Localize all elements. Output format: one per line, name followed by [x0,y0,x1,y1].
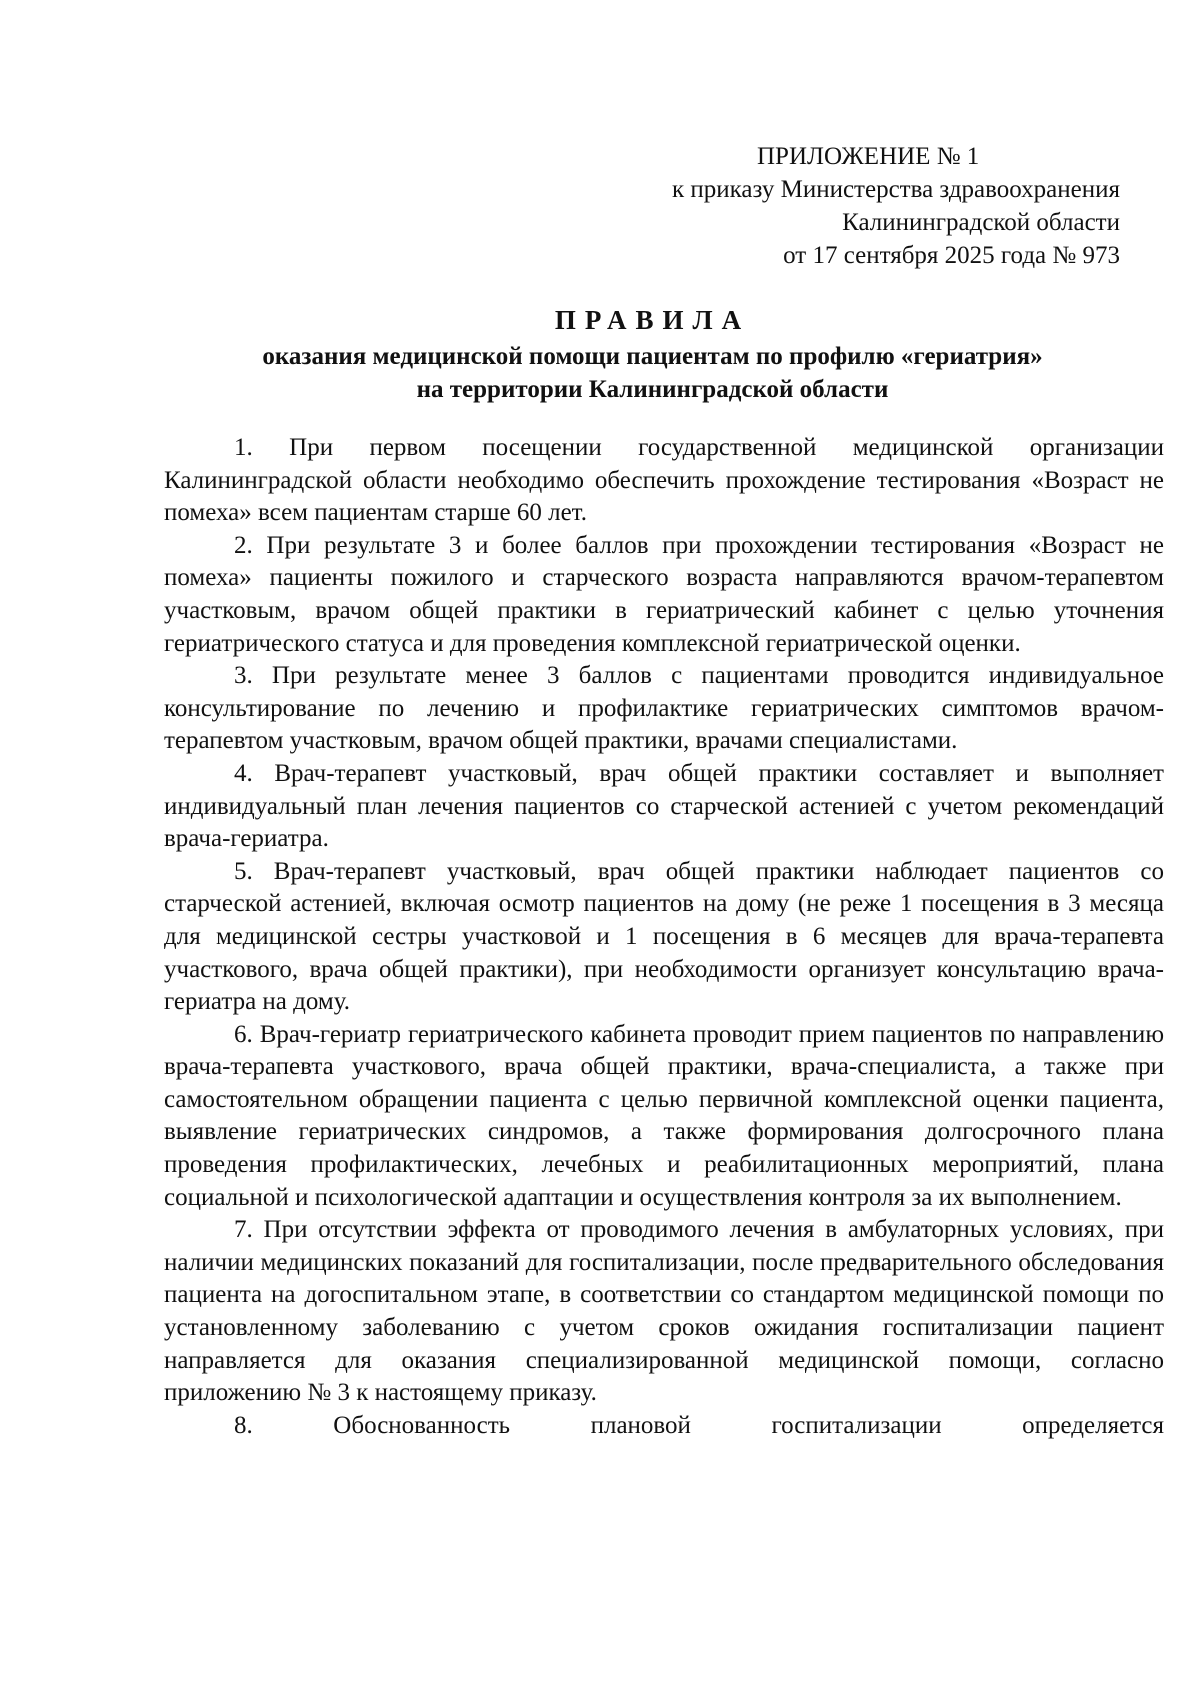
document-title: ПРАВИЛА [554,305,751,335]
paragraph-1: 1. При первом посещении государственной медицинской организации Калининградской области необходимо обеспечить прохождение тестирования «Возраст не помеха» всем пациентам старше 60 лет. [164,434,1164,527]
document-subtitle-line-1: оказания медицинской помощи пациентам по профилю «гериатрия» [262,343,1043,370]
paragraph-3: 3. При результате менее 3 баллов с пациентами проводится индивидуальное консультирование по лечению и профилактике гериатрических симптомов врачом-терапевтом участковым, врачом общей практики, врачами специалистами. [164,662,1164,755]
paragraph-7: 7. При отсутствии эффекта от проводимого лечения в амбулаторных условиях, при наличии медицинских показаний для госпитализации, после предварительного обследования пациента на догоспитальном этапе, в соответствии со стандартом медицинской помощи по установленному заболеванию с учетом сроков ожидания госпитализации пациент направляется для оказания специализированной медицинской помощи, согласно приложению № 3 к настоящему приказу. [164,1216,1164,1407]
appendix-order-line: к приказу Министерства здравоохранения [671,176,1120,203]
paragraph-2: 2. При результате 3 и более баллов при прохождении тестирования «Возраст не помеха» пациенты пожилого и старческого возраста направляются врачом-терапевтом участковым, врачом общей практики в гериатрический кабинет с целью уточнения гериатрического статуса и для проведения комплексной гериатрической оценки. [164,531,1164,657]
paragraph-8: 8. Обоснованность плановой госпитализации определяется [234,1411,1164,1439]
paragraph-6: 6. Врач-гериатр гериатрического кабинета проводит прием пациентов по направлению врача-терапевта участкового, врача общей практики, врача-специалиста, а также при самостоятельном обращении пациента с целью первичной комплексной оценки пациента, выявление гериатрических синдромов, а также формирования долгосрочного плана проведения профилактических, лечебных и реабилитационных мероприятий, плана социальной и психологической адаптации и осуществления контроля за их выполнением. [164,1020,1164,1211]
appendix-header [560,140,1120,272]
paragraph-4: 4. Врач-терапевт участковый, врач общей практики составляет и выполняет индивидуальный план лечения пациентов со старческой астенией с учетом рекомендаций врача-гериатра. [164,759,1164,853]
appendix-date-line: от 17 сентября 2025 года № 973 [783,242,1120,269]
document-subtitle-line-2: на территории Калининградской области [416,376,889,403]
appendix-region-line: Калининградской области [842,209,1120,236]
document-body [164,432,1164,1442]
appendix-title: ПРИЛОЖЕНИЕ № 1 [757,143,980,170]
document-heading [130,300,1175,406]
paragraph-5: 5. Врач-терапевт участковый, врач общей практики наблюдает пациентов со старческой астенией, включая осмотр пациентов на дому (не реже 1 посещения в 3 месяца для медицинской сестры участковой и 1 посещения в 6 месяцев для врача-терапевта участкового, врача общей практики), при необходимости организует консультацию врача-гериатра на дому. [164,857,1164,1016]
